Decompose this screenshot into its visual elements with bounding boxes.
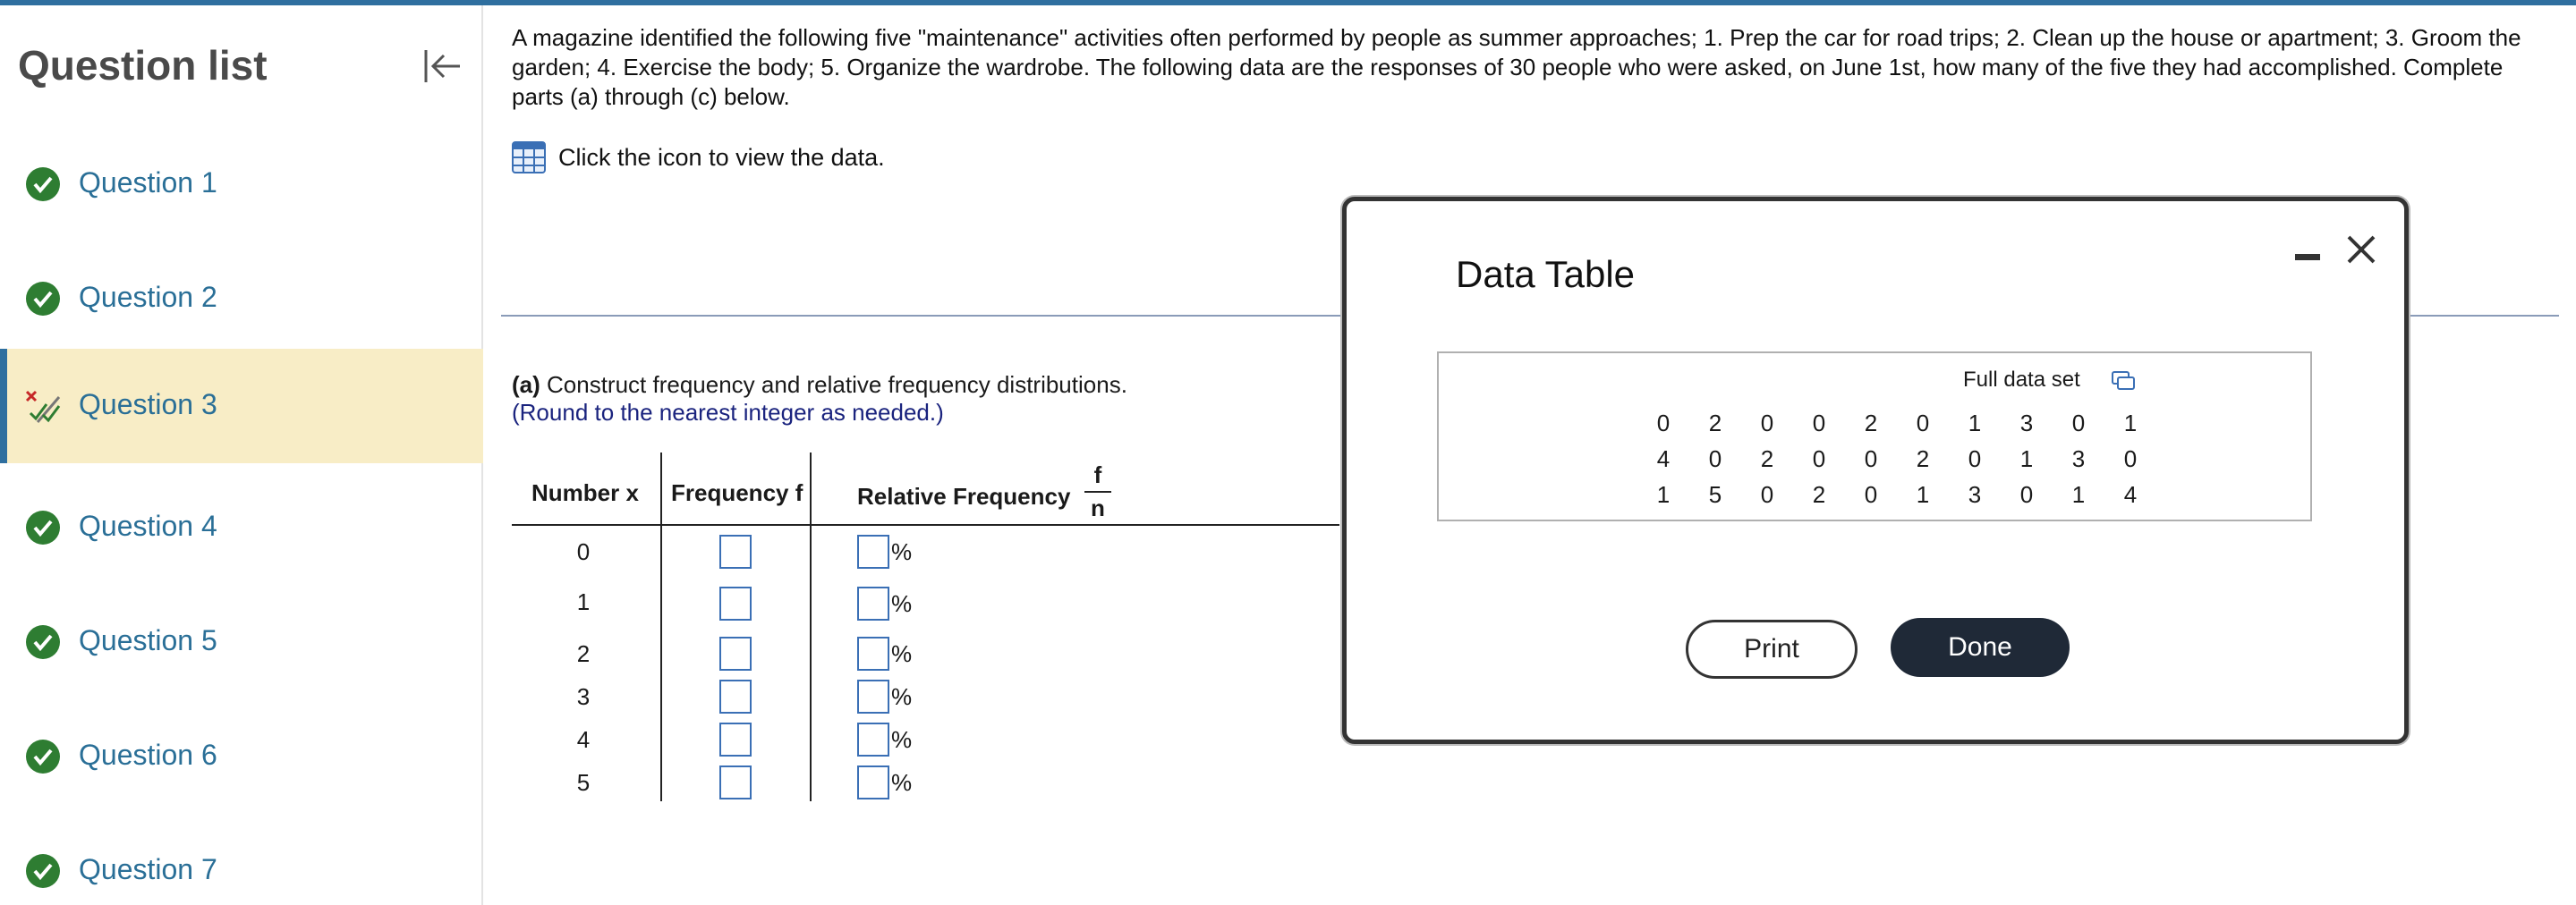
close-icon[interactable] xyxy=(2343,232,2379,267)
data-cell: 0 xyxy=(1916,409,1930,436)
data-cell: 0 xyxy=(1760,409,1774,436)
data-cell: 0 xyxy=(1812,409,1826,436)
frequency-input-2[interactable] xyxy=(719,637,752,671)
data-cell: 4 xyxy=(1656,444,1671,472)
print-button[interactable]: Print xyxy=(1686,620,1858,679)
sidebar-item-question-1[interactable] xyxy=(0,127,483,241)
percent-sign: % xyxy=(891,590,913,617)
data-cell: 2 xyxy=(1864,409,1878,436)
relative-frequency-input-1[interactable] xyxy=(857,587,889,621)
row-x-value: 1 xyxy=(576,588,591,615)
data-row xyxy=(1637,405,2156,441)
percent-sign: % xyxy=(891,726,913,753)
question-label: Question 1 xyxy=(79,166,217,199)
column-divider xyxy=(660,452,662,801)
data-cell: 2 xyxy=(1760,444,1774,472)
relative-frequency-input-0[interactable] xyxy=(857,535,889,569)
header-number-x: Number x xyxy=(531,479,639,506)
frequency-input-4[interactable] xyxy=(719,723,752,757)
data-cell: 3 xyxy=(1968,480,1982,508)
data-cell: 4 xyxy=(2123,480,2138,508)
check-icon xyxy=(25,739,61,774)
header-rule xyxy=(512,524,1339,526)
check-icon xyxy=(25,510,61,546)
data-cell: 0 xyxy=(1864,444,1878,472)
row-x-value: 4 xyxy=(576,726,591,753)
sidebar-item-question-4[interactable] xyxy=(0,470,483,585)
column-divider xyxy=(810,452,812,801)
data-cell: 0 xyxy=(1708,444,1722,472)
question-list-sidebar xyxy=(0,5,483,905)
part-a-label: (a) xyxy=(512,371,540,398)
data-cell: 1 xyxy=(2019,444,2034,472)
data-cell: 0 xyxy=(1656,409,1671,436)
data-cell: 0 xyxy=(1812,444,1826,472)
check-icon xyxy=(25,624,61,660)
check-icon xyxy=(25,281,61,317)
fraction-bar xyxy=(1084,491,1111,493)
part-a-text: Construct frequency and relative frequency distributions. xyxy=(547,371,1127,398)
data-cell: 5 xyxy=(1708,480,1722,508)
active-indicator xyxy=(0,349,7,463)
sidebar-item-question-7[interactable] xyxy=(0,814,483,905)
fraction-f-over-n xyxy=(1084,461,1111,522)
data-cell: 0 xyxy=(2019,480,2034,508)
relative-frequency-input-3[interactable] xyxy=(857,680,889,714)
question-label: Question 7 xyxy=(79,853,217,885)
header-relative-frequency: Relative Frequency xyxy=(857,483,1071,510)
row-x-value: 5 xyxy=(576,769,591,796)
data-values-grid xyxy=(1637,405,2156,512)
question-label: Question 3 xyxy=(79,388,217,420)
relative-frequency-input-4[interactable] xyxy=(857,723,889,757)
data-table-icon[interactable] xyxy=(512,141,546,173)
question-label: Question 2 xyxy=(79,281,217,313)
data-cell: 0 xyxy=(1864,480,1878,508)
sidebar-item-question-5[interactable] xyxy=(0,585,483,699)
frequency-input-3[interactable] xyxy=(719,680,752,714)
view-data-link[interactable] xyxy=(512,140,885,175)
data-cell: 1 xyxy=(1968,409,1982,436)
data-cell: 0 xyxy=(1968,444,1982,472)
data-table-dialog xyxy=(1342,197,2409,744)
data-cell: 0 xyxy=(1760,480,1774,508)
data-cell: 3 xyxy=(2019,409,2034,436)
full-data-set-label: Full data set xyxy=(1963,368,2080,392)
data-row xyxy=(1637,477,2156,512)
data-cell: 0 xyxy=(2071,409,2086,436)
question-label: Question 4 xyxy=(79,510,217,542)
check-icon xyxy=(25,166,61,202)
percent-sign: % xyxy=(891,683,913,710)
percent-sign: % xyxy=(891,538,913,565)
partial-credit-icon xyxy=(25,388,61,424)
sidebar-item-question-2[interactable] xyxy=(0,241,483,356)
row-x-value: 2 xyxy=(576,640,591,667)
data-cell: 2 xyxy=(1812,480,1826,508)
data-cell: 2 xyxy=(1708,409,1722,436)
check-icon xyxy=(25,853,61,889)
data-cell: 3 xyxy=(2071,444,2086,472)
view-data-label: Click the icon to view the data. xyxy=(558,143,885,171)
relative-frequency-input-5[interactable] xyxy=(857,765,889,799)
frequency-input-1[interactable] xyxy=(719,587,752,621)
fraction-numerator: f xyxy=(1093,461,1102,488)
sidebar-item-question-3[interactable] xyxy=(0,349,483,463)
data-row xyxy=(1637,441,2156,477)
frequency-input-0[interactable] xyxy=(719,535,752,569)
percent-sign: % xyxy=(891,640,913,667)
sidebar-item-question-6[interactable] xyxy=(0,699,483,814)
row-x-value: 3 xyxy=(576,683,591,710)
header-frequency: Frequency f xyxy=(671,479,803,506)
part-a-instruction xyxy=(512,370,1127,399)
relative-frequency-input-2[interactable] xyxy=(857,637,889,671)
fraction-denominator: n xyxy=(1091,495,1105,521)
copy-icon[interactable] xyxy=(2111,370,2136,392)
frequency-table xyxy=(512,452,1339,810)
rounding-note: (Round to the nearest integer as needed.) xyxy=(512,399,944,426)
collapse-sidebar-icon[interactable] xyxy=(419,43,465,89)
minimize-icon[interactable] xyxy=(2293,248,2322,266)
sidebar-title: Question list xyxy=(18,42,268,89)
frequency-input-5[interactable] xyxy=(719,765,752,799)
data-cell: 1 xyxy=(2071,480,2086,508)
data-cell: 1 xyxy=(2123,409,2138,436)
percent-sign: % xyxy=(891,769,913,796)
dialog-title: Data Table xyxy=(1456,253,1636,295)
row-x-value: 0 xyxy=(576,538,591,565)
problem-statement: A magazine identified the following five "maintenance" activities often performed by people as summer approaches; 1. Prep the car for road trips; 2. Clean up the house or apartment; 3. Groom the garden; 4. Exercise the body; 5. Organize the wardrobe. The following data are the responses of 30 people who were asked, on June 1st, how many of the five they had accomplished. Complete parts (a) through (c) below. xyxy=(512,24,2521,110)
full-data-set-box xyxy=(1437,351,2312,521)
sidebar-header xyxy=(0,5,483,122)
done-button[interactable]: Done xyxy=(1891,618,2070,677)
data-cell: 1 xyxy=(1916,480,1930,508)
question-label: Question 6 xyxy=(79,739,217,771)
question-label: Question 5 xyxy=(79,624,217,656)
data-cell: 1 xyxy=(1656,480,1671,508)
data-cell: 0 xyxy=(2123,444,2138,472)
data-cell: 2 xyxy=(1916,444,1930,472)
